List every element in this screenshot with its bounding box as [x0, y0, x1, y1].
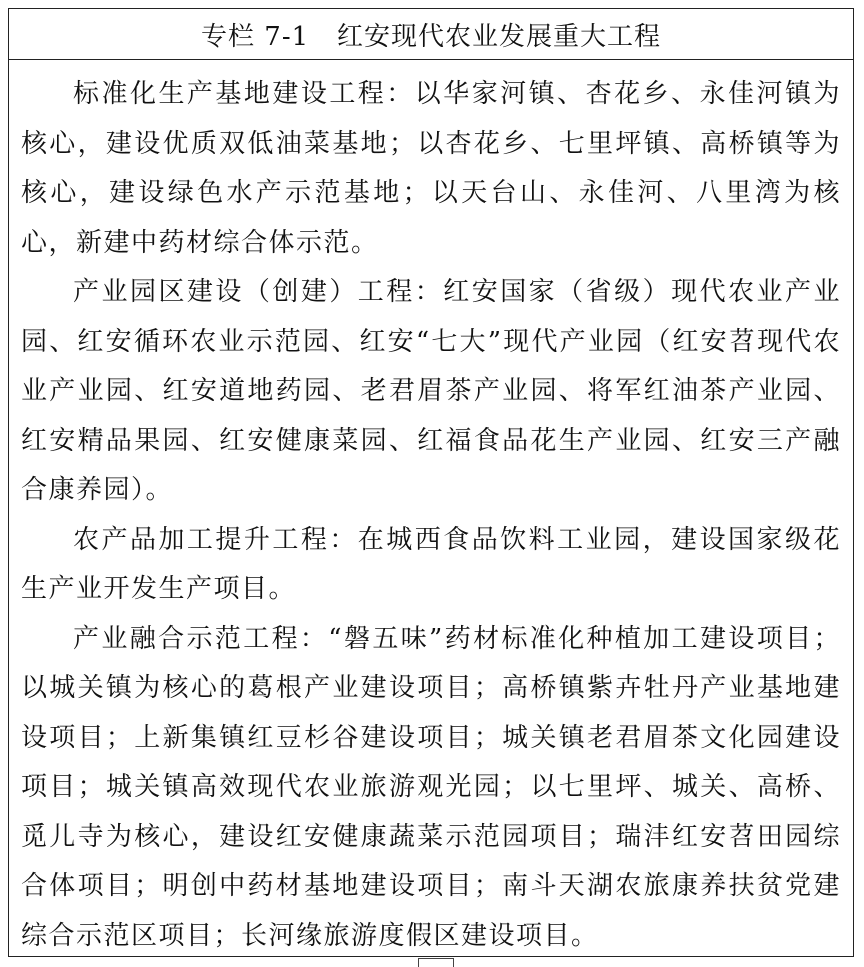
page-edge-mark: [418, 958, 454, 967]
paragraph-integration: 产业融合示范工程：“磐五味”药材标准化种植加工建设项目；以城关镇为核心的葛根产业建设项目；高桥镇紫卉牡丹产业基地建设项目；上新集镇红豆杉谷建设项目；城关镇老君眉茶文化园建设项目；城关镇高效现代农业旅游观光园；以七里坪、城关、高桥、觅儿寺为核心，建设红安健康蔬菜示范园项目；瑞沣红安苕田园综合体项目；明创中药材基地建设项目；南斗天湖农旅康养扶贫党建综合示范区项目；长河缘旅游度假区建设项目。: [21, 623, 841, 951]
paragraph-processing: 农产品加工提升工程：在城西食品饮料工业园，建设国家级花生产业开发生产项目。: [21, 524, 841, 604]
paragraph-industrial-park: 产业园区建设（创建）工程：红安国家（省级）现代农业产业园、红安循环农业示范园、红安“七大”现代产业园（红安苕现代农业产业园、红安道地药园、老君眉茶产业园、将军红油茶产业园、红安精品果园、红安健康菜园、红福食品花生产业园、红安三产融合康养园）。: [21, 277, 841, 505]
paragraph-standard-base: 标准化生产基地建设工程：以华家河镇、杏花乡、永佳河镇为核心，建设优质双低油菜基地；以杏花乡、七里坪镇、高桥镇等为核心，建设绿色水产示范基地；以天台山、永佳河、八里湾为核心，新建中药材综合体示范。: [21, 79, 841, 258]
column-title: 专栏 7-1 红安现代农业发展重大工程: [9, 9, 853, 60]
column-content: [9, 60, 853, 961]
column-box: [8, 8, 854, 957]
